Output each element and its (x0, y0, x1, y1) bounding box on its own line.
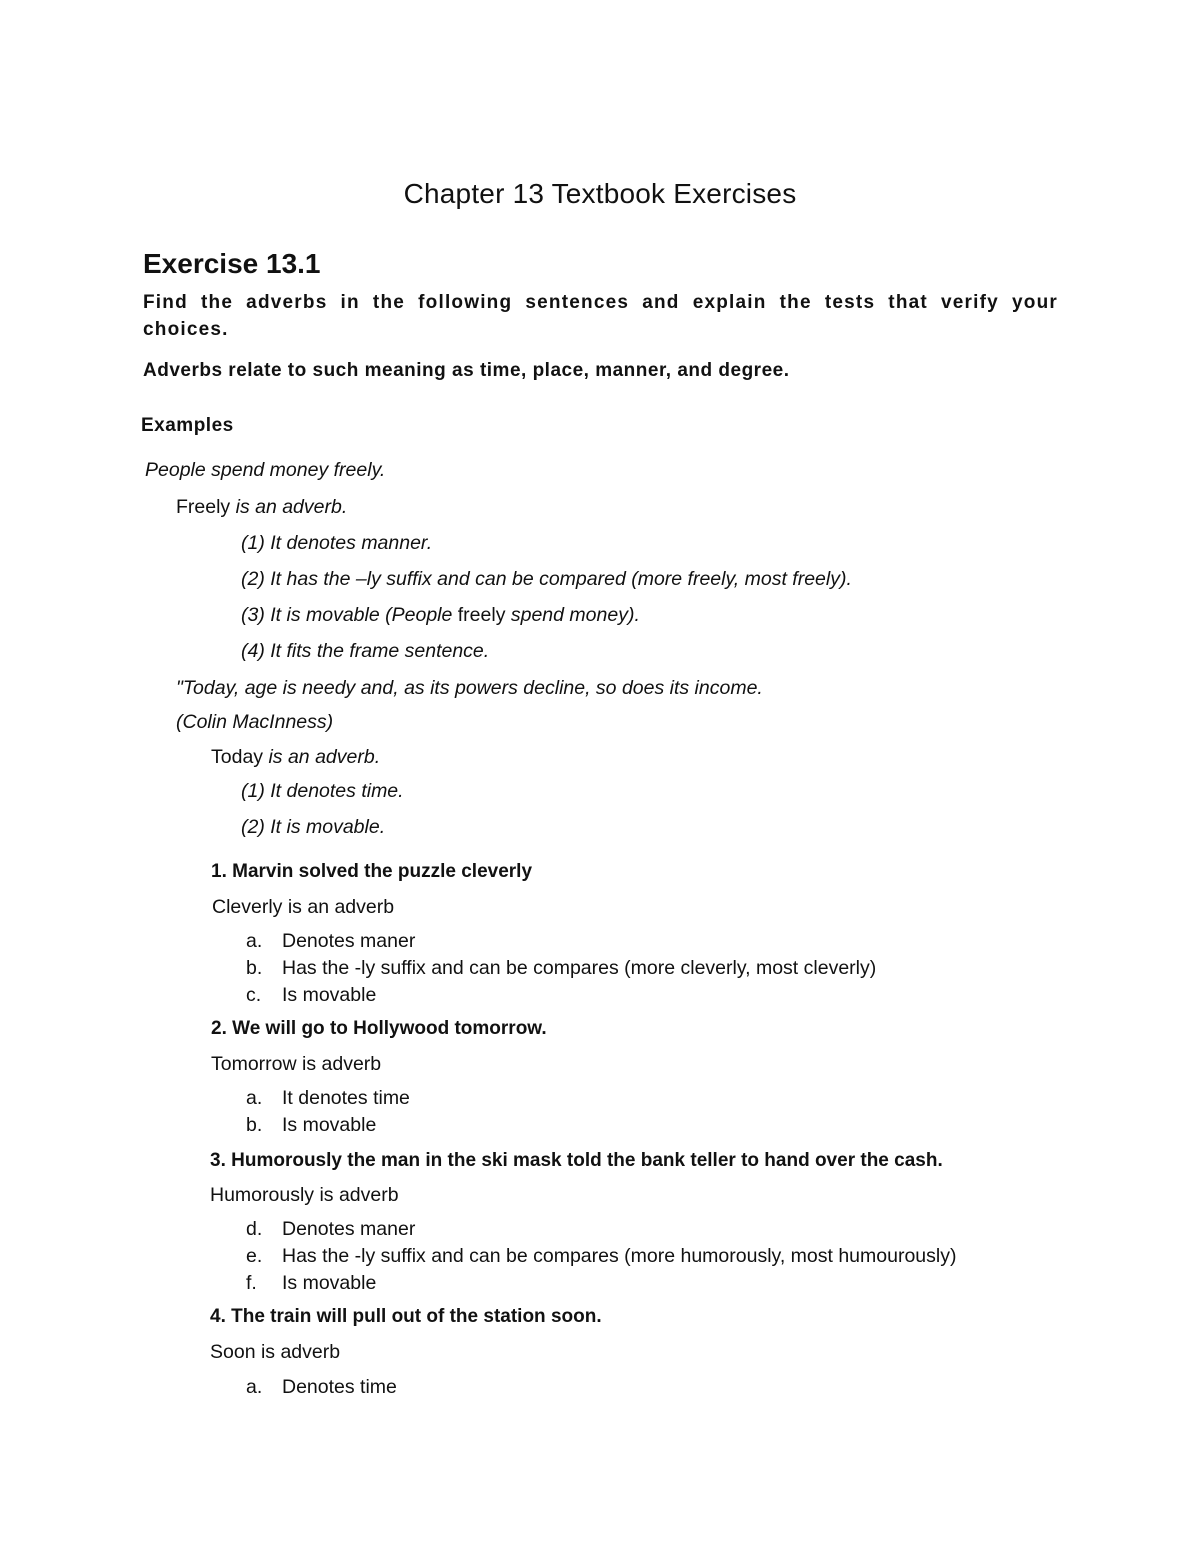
list-item (246, 984, 376, 1007)
list-marker: f. (246, 1272, 257, 1294)
list-item-text: Has the -ly suffix and can be compares (more cleverly, most cleverly) (282, 957, 877, 979)
question-answer: Cleverly is an adverb (212, 896, 395, 918)
list-marker: b. (246, 957, 263, 979)
question-prompt: 3. Humorously the man in the ski mask told the bank teller to hand over the cash. (210, 1150, 943, 1171)
list-item (246, 1087, 410, 1110)
example-test-tail: spend money). (505, 604, 640, 626)
list-item (246, 930, 415, 953)
list-marker: b. (246, 1114, 263, 1136)
list-marker: a. (246, 930, 263, 952)
list-marker: d. (246, 1218, 263, 1240)
adverb-note: Adverbs relate to such meaning as time, place, manner, and degree. (143, 360, 790, 381)
example-test: (1) It denotes time. (241, 780, 404, 802)
example-test: (4) It fits the frame sentence. (241, 640, 490, 662)
example-quote-author: (Colin MacInness) (176, 711, 334, 733)
example-test-word: freely (457, 604, 506, 626)
list-marker: e. (246, 1245, 263, 1267)
exercise-heading: Exercise 13.1 (143, 248, 321, 279)
list-item (246, 1218, 415, 1241)
example-claim (211, 746, 380, 769)
question-prompt: 2. We will go to Hollywood tomorrow. (211, 1018, 547, 1039)
example-word: Freely (176, 496, 231, 518)
list-item-text: It denotes time (282, 1087, 410, 1109)
example-test: (2) It has the –ly suffix and can be compared (more freely, most freely). (241, 568, 852, 590)
example-sentence: People spend money freely. (145, 459, 386, 481)
example-test-text: (3) It is movable (People (241, 604, 458, 626)
list-item-text: Is movable (282, 1114, 377, 1136)
example-word: Today (211, 746, 264, 768)
list-item-text: Denotes maner (282, 930, 416, 952)
list-marker: c. (246, 984, 262, 1006)
exercise-instruction: Find the adverbs in the following sentences and explain the tests that verify your choices. (143, 292, 1058, 340)
list-item (246, 957, 876, 980)
example-test: (1) It denotes manner. (241, 532, 433, 554)
list-item (246, 1376, 397, 1399)
page-title: Chapter 13 Textbook Exercises (403, 178, 797, 209)
list-item-text: Is movable (282, 1272, 377, 1294)
example-test: (2) It is movable. (241, 816, 386, 838)
question-answer: Tomorrow is adverb (211, 1053, 382, 1075)
list-item-text: Has the -ly suffix and can be compares (more humorously, most humourously) (282, 1245, 957, 1267)
example-claim-text: is an adverb. (263, 746, 381, 768)
list-item-text: Is movable (282, 984, 377, 1006)
list-item-text: Denotes time (282, 1376, 397, 1398)
list-item-text: Denotes maner (282, 1218, 416, 1240)
list-marker: a. (246, 1376, 263, 1398)
example-claim (176, 496, 347, 519)
list-marker: a. (246, 1087, 263, 1109)
question-prompt: 1. Marvin solved the puzzle cleverly (211, 861, 533, 882)
example-test (241, 604, 640, 627)
question-prompt: 4. The train will pull out of the station soon. (210, 1306, 602, 1327)
example-quote: "Today, age is needy and, as its powers decline, so does its income. (176, 677, 763, 699)
list-item (246, 1245, 956, 1268)
question-answer: Soon is adverb (210, 1341, 341, 1363)
question-answer: Humorously is adverb (210, 1184, 399, 1206)
list-item (246, 1272, 376, 1295)
examples-heading: Examples (141, 415, 234, 436)
example-claim-text: is an adverb. (230, 496, 348, 518)
list-item (246, 1114, 376, 1137)
